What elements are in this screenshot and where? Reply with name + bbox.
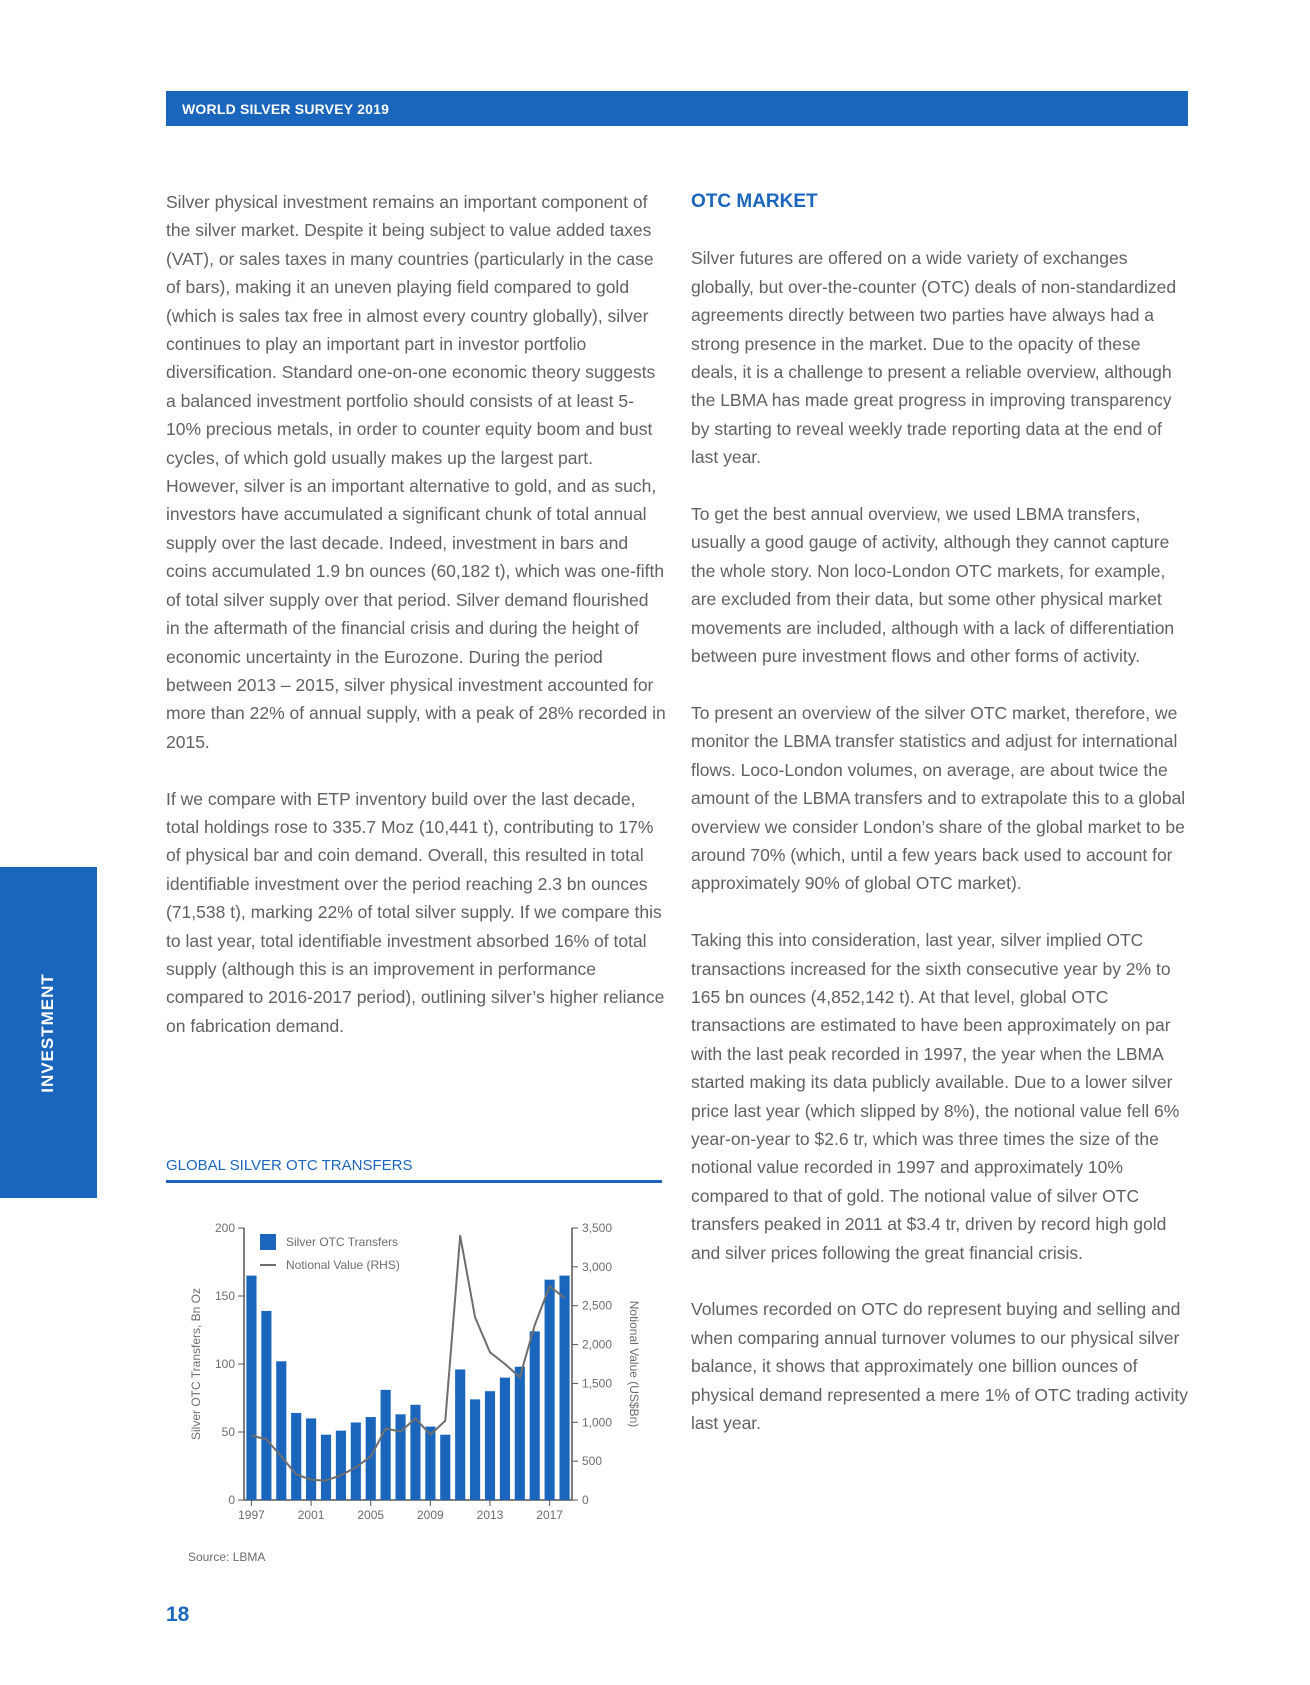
body-paragraph: To present an overview of the silver OTC market, therefore, we monitor the LBMA transfer statistics and adjust for international flows. Loco-London volumes, on average, are about twice the amount of the LBMA transfers and to extrapolate this to a global overview we consider London’s share of the global market to be around 70% (which, until a few years back used to account for approximately 90% of global OTC market). — [691, 702, 1186, 894]
x-tick-label: 2013 — [476, 1508, 504, 1522]
bar — [545, 1280, 555, 1500]
bar — [455, 1369, 465, 1500]
header-bar — [166, 91, 1188, 126]
bar — [485, 1391, 495, 1500]
y-tick-label-left: 100 — [214, 1357, 235, 1371]
page-number: 18 — [166, 1603, 190, 1626]
chart-bars — [246, 1276, 569, 1500]
body-paragraph: Taking this into consideration, last year, silver implied OTC transactions increased for the sixth consecutive year by 2% to 165 bn ounces (4,852,142 t). At that level, global OTC transactions are estimated to have been approximately on par with the last peak recorded in 1997, the year when the LBMA started making its data publicly available. Due to a lower silver price last year (which slipped by 8%), the notional value fell 6% year-on-year to $2.6 tr, which was three times the size of the notional value recorded in 1997 and approximately 10% compared to that of gold. The notional value of silver OTC transfers peaked in 2011 at $3.4 tr, driven by record high gold and silver prices following the great financial crisis. — [691, 930, 1180, 1263]
chart-legend — [260, 1234, 400, 1272]
y-tick-label-left: 200 — [214, 1221, 235, 1235]
y-tick-label-right: 0 — [582, 1493, 589, 1507]
y-tick-label-right: 1,000 — [582, 1415, 613, 1430]
y-tick-label-right: 3,000 — [582, 1259, 613, 1274]
y-tick-label-right: 3,500 — [582, 1221, 613, 1235]
bar — [321, 1435, 331, 1500]
left-column — [166, 188, 666, 1069]
y-tick-label-right: 500 — [582, 1454, 603, 1469]
chart-title: GLOBAL SILVER OTC TRANSFERS — [166, 1157, 662, 1183]
y-tick-label-left: 50 — [221, 1425, 235, 1439]
y-tick-label-left: 150 — [214, 1289, 235, 1303]
x-tick-label: 1997 — [238, 1508, 265, 1522]
legend-swatch-bars — [260, 1234, 276, 1250]
y-tick-label-right: 1,500 — [582, 1376, 613, 1391]
body-paragraph: Silver physical investment remains an important component of the silver market. Despite it being subject to value added taxes (VAT), or sales taxes in many countries (particularly in the case of bars), making it an uneven playing field compared to gold (which is sales tax free in almost every country globally), silver continues to play an important part in investor portfolio diversification. Standard one-on-one economic theory suggests a balanced investment portfolio should consists of at least 5-10% precious metals, in order to counter equity boom and bust cycles, of which gold usually makes up the largest part. However, silver is an important alternative to gold, and as such, investors have accumulated a significant chunk of total annual supply over the last decade. Indeed, investment in bars and coins accumulated 1.9 bn ounces (60,182 t), which was one-fifth of total silver supply over that period. Silver demand flourished in the aftermath of the financial crisis and during the height of economic uncertainty in the Eurozone. During the period between 2013 – 2015, silver physical investment accounted for more than 22% of annual supply, with a peak of 28% recorded in 2015. — [166, 192, 666, 752]
right-column — [691, 188, 1191, 1466]
y-tick-label-right: 2,500 — [582, 1298, 613, 1313]
y-axis-title-left: Silver OTC Transfers, Bn Oz — [189, 1287, 203, 1441]
legend-label-bars: Silver OTC Transfers — [286, 1235, 399, 1249]
side-tab-label: INVESTMENT — [38, 973, 57, 1093]
y-tick-label-right: 2,000 — [582, 1337, 613, 1352]
x-tick-label: 2009 — [417, 1508, 444, 1522]
body-paragraph: To get the best annual overview, we used LBMA transfers, usually a good gauge of activity, although they cannot capture the whole story. Non loco-London OTC markets, for example, are excluded from their data, but some other physical market movements are included, although with a lack of differentiation between pure investment flows and other forms of activity. — [691, 504, 1175, 667]
chart-source: Source: LBMA — [188, 1550, 266, 1564]
bar — [306, 1418, 316, 1500]
bar — [440, 1435, 450, 1500]
bar — [470, 1399, 480, 1500]
y-axis-title-right: Notional Value (US$Bn) — [627, 1300, 641, 1428]
bar — [515, 1367, 525, 1500]
bar — [425, 1427, 435, 1500]
bar — [530, 1331, 540, 1500]
bar — [336, 1431, 346, 1500]
legend-label-line: Notional Value (RHS) — [286, 1258, 400, 1272]
bar — [246, 1276, 256, 1500]
x-tick-label: 2005 — [357, 1508, 385, 1522]
x-tick-label: 2017 — [536, 1508, 563, 1522]
otc-transfers-chart — [166, 1210, 686, 1550]
bar — [500, 1378, 510, 1500]
bar — [276, 1361, 286, 1500]
body-paragraph: Silver futures are offered on a wide variety of exchanges globally, but over-the-counter (OTC) deals of non-standardized agreements directly between two parties have always had a strong presence in the market. Due to the opacity of these deals, it is a challenge to present a reliable overview, although the LBMA has made great progress in improving transparency by starting to reveal weekly trade reporting data at the end of last year. — [691, 248, 1177, 468]
x-tick-label: 2001 — [297, 1508, 325, 1522]
section-heading: OTC MARKET — [691, 191, 818, 212]
bar — [261, 1311, 271, 1500]
report-title: WORLD SILVER SURVEY 2019 — [182, 100, 390, 117]
bar — [559, 1276, 569, 1500]
chart-container — [166, 1210, 686, 1590]
bar — [381, 1390, 391, 1500]
bar — [291, 1413, 301, 1500]
y-tick-label-left: 0 — [228, 1493, 235, 1507]
body-paragraph: Volumes recorded on OTC do represent buying and selling and when comparing annual turnover volumes to our physical silver balance, it shows that approximately one billion ounces of physical demand represented a mere 1% of OTC trading activity last year. — [691, 1299, 1189, 1433]
body-paragraph: If we compare with ETP inventory build over the last decade, total holdings rose to 335.7 Moz (10,441 t), contributing to 17% of physical bar and coin demand. Overall, this resulted in total identifiable investment over the period reaching 2.3 bn ounces (71,538 t), marking 22% of total silver supply. If we compare this to last year, total identifiable investment absorbed 16% of total supply (although this is an improvement in performance compared to 2016-2017 period), outlining silver’s higher reliance on fabrication demand. — [166, 788, 665, 1036]
bar — [351, 1422, 361, 1500]
